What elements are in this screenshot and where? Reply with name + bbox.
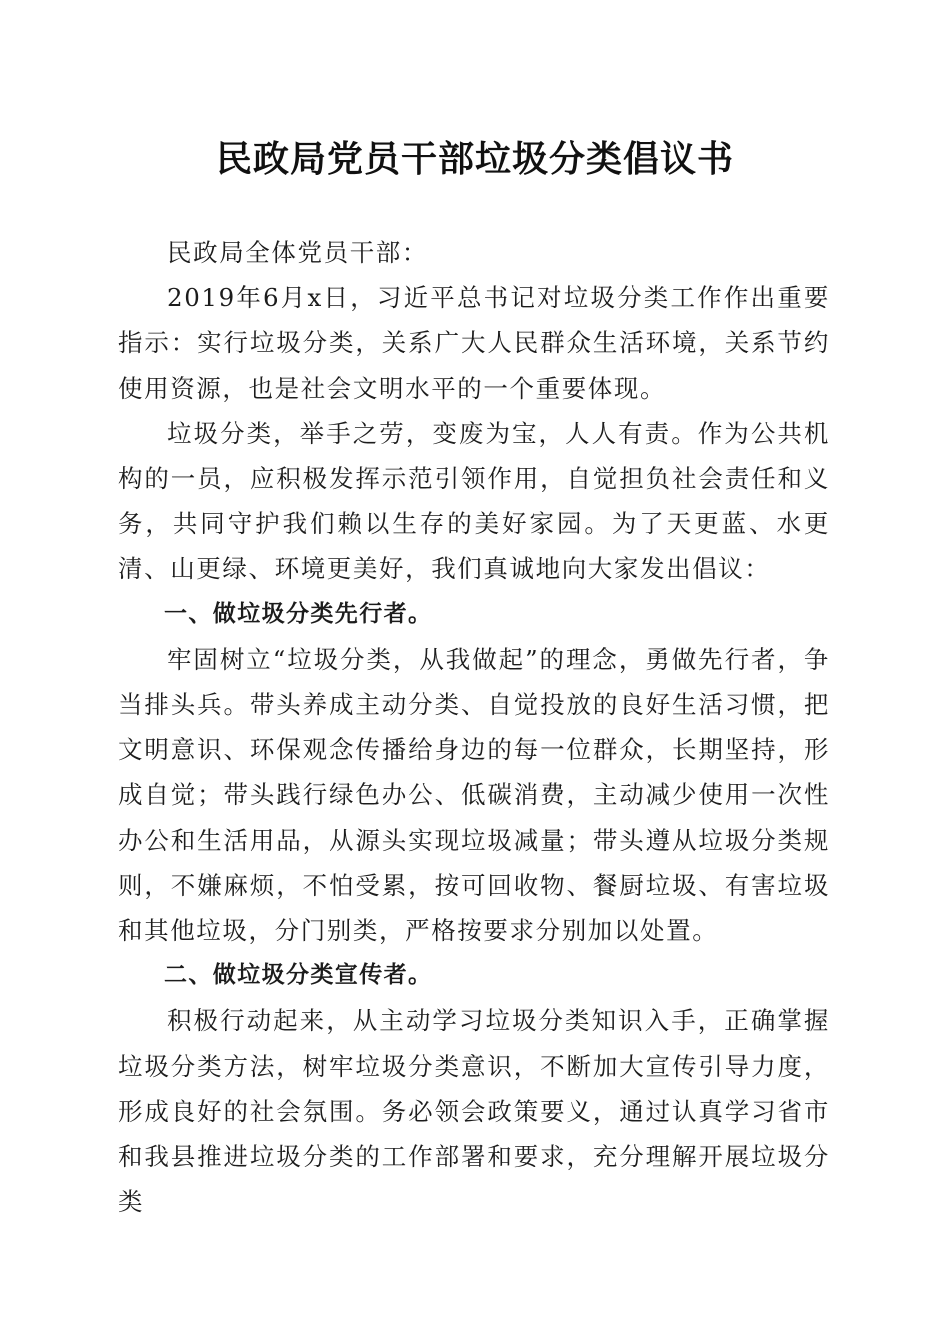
document-body xyxy=(118,230,830,1224)
paragraph-2: 垃圾分类，举手之劳，变废为宝，人人有责。作为公共机构的一员，应积极发挥示范引领作用，自觉担负社会责任和义务，共同守护我们赖以生存的美好家园。为了天更蓝、水更清、山更绿、环境更美好，我们真诚地向大家发出倡议： xyxy=(118,418,830,584)
section-1-heading: 一、做垃圾分类先行者。 xyxy=(164,600,433,627)
section-2-heading: 二、做垃圾分类宣传者。 xyxy=(164,962,433,989)
document-title: 民政局党员干部垃圾分类倡议书 xyxy=(215,138,734,180)
greeting-line: 民政局全体党员干部： xyxy=(167,238,428,267)
section-2-body: 积极行动起来，从主动学习垃圾分类知识入手，正确掌握垃圾分类方法，树牢垃圾分类意识，不断加大宣传引导力度，形成良好的社会氛围。务必领会政策要义，通过认真学习省市和我县推进垃圾分类的工作部署和要求，充分理解开展垃圾分类 xyxy=(118,1006,830,1217)
section-1-body: 牢固树立“垃圾分类，从我做起”的理念，勇做先行者，争当排头兵。带头养成主动分类、自觉投放的良好生活习惯，把文明意识、环保观念传播给身边的每一位群众，长期坚持，形成自觉；带头践行绿色办公、低碳消费，主动减少使用一次性办公和生活用品，从源头实现垃圾减量；带头遵从垃圾分类规则，不嫌麻烦，不怕受累，按可回收物、餐厨垃圾、有害垃圾和其他垃圾，分门别类，严格按要求分别加以处置。 xyxy=(118,644,830,946)
paragraph-1: 2019年6月x日，习近平总书记对垃圾分类工作作出重要指示：实行垃圾分类，关系广大人民群众生活环境，关系节约使用资源，也是社会文明水平的一个重要体现。 xyxy=(118,283,830,403)
